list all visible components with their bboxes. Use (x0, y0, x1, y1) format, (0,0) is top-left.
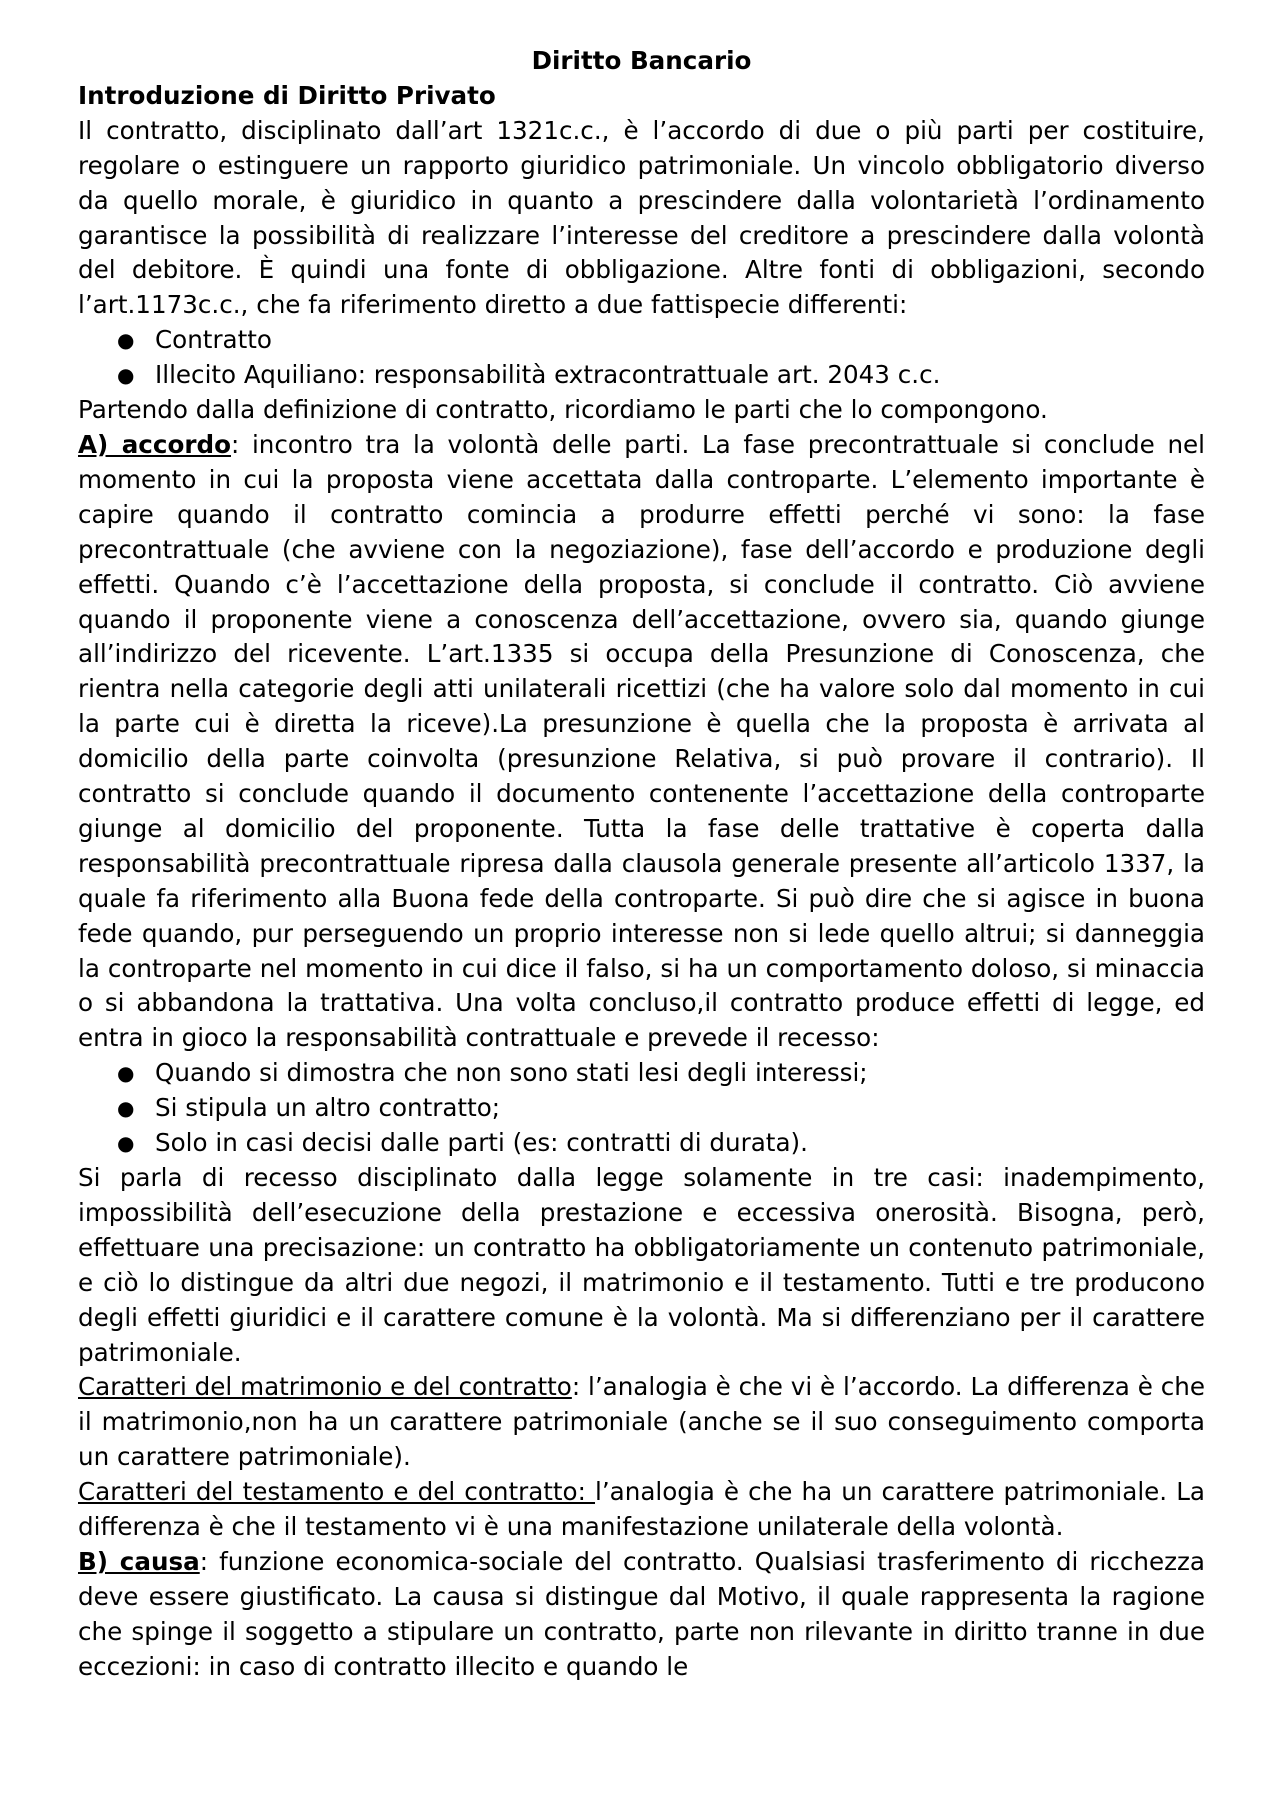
section-title: Introduzione di Diritto Privato (78, 80, 496, 110)
list-item (78, 1056, 1205, 1091)
paragraph-testamento (78, 1475, 1205, 1545)
list-fonti (78, 323, 1205, 393)
accordo-label: A) accordo (78, 429, 231, 459)
testamento-text: l’analogia è che ha un carattere patrimoniale. La differenza è che il testamento vi è una manifestazione unilaterale della volontà. (78, 1477, 1205, 1542)
list-item (78, 1091, 1205, 1126)
list-item (78, 1126, 1205, 1161)
document-page (78, 44, 1205, 1685)
paragraph-matrimonio (78, 1370, 1205, 1475)
bullet-icon: ● (117, 1096, 135, 1121)
matrimonio-label: Caratteri del matrimonio e del contratto (78, 1372, 572, 1402)
paragraph-causa (78, 1545, 1205, 1685)
list-recesso (78, 1056, 1205, 1161)
list-item (78, 358, 1205, 393)
testamento-label: Caratteri del testamento e del contratto: (78, 1477, 596, 1507)
list-item-text: Si stipula un altro contratto; (155, 1093, 501, 1123)
list-item-text: Illecito Aquiliano: responsabilità extracontrattuale art. 2043 c.c. (155, 360, 941, 390)
list-item-text: Contratto (155, 325, 272, 355)
matrimonio-text: : l’analogia è che vi è l’accordo. La differenza è che il matrimonio,non ha un carattere patrimoniale (anche se il suo conseguimento comporta un carattere patrimoniale). (78, 1372, 1205, 1472)
accordo-text: : incontro tra la volontà delle parti. La fase precontrattuale si conclude nel momento in cui la proposta viene accettata dalla controparte. L’elemento importante è capire quando il contratto comincia a produrre effetti perché vi sono: la fase precontrattuale (che avviene con la negoziazione), fase dell’accordo e produzione degli effetti. Quando c’è l’accettazione della proposta, si conclude il contratto. Ciò avviene quando il proponente viene a conoscenza dell’accettazione, ovvero sia, quando giunge all’indirizzo del ricevente. L’art.1335 si occupa della Presunzione di Conoscenza, che rientra nella categorie degli atti unilaterali ricettizi (che ha valore solo dal momento in cui la parte cui è diretta la riceve).La presunzione è quella che la proposta è arrivata al domicilio della parte coinvolta (presunzione Relativa, si può provare il contrario). Il contratto si conclude quando il documento contenente l’accettazione della controparte giunge al domicilio del proponente. Tutta la fase delle trattative è coperta dalla responsabilità precontrattuale ripresa dalla clausola generale presente all’articolo 1337, la quale fa riferimento alla Buona fede della controparte. Si può dire che si agisce in buona fede quando, pur perseguendo un proprio interesse non si lede quello altrui; si danneggia la controparte nel momento in cui dice il falso, si ha un comportamento doloso, si minaccia o si abbandona la trattativa. Una volta concluso,il contratto produce effetti di legge, ed entra in gioco la responsabilità contrattuale e prevede il recesso: (78, 429, 1205, 1053)
document-title: Diritto Bancario (531, 46, 752, 75)
bullet-icon: ● (117, 1131, 135, 1156)
list-item (78, 323, 1205, 358)
causa-text: : funzione economica-sociale del contratto. Qualsiasi trasferimento di ricchezza deve essere giustificato. La causa si distingue dal Motivo, il quale rappresenta la ragione che spinge il soggetto a stipulare un contratto, parte non rilevante in diritto tranne in due eccezioni: in caso di contratto illecito e quando le (78, 1546, 1205, 1681)
bullet-icon: ● (117, 328, 135, 353)
list-item-text: Solo in casi decisi dalle parti (es: contratti di durata). (155, 1128, 808, 1158)
bullet-icon: ● (117, 363, 135, 388)
paragraph-parti: Partendo dalla definizione di contratto, ricordiamo le parti che lo compongono. (78, 395, 1048, 425)
bullet-icon: ● (117, 1061, 135, 1086)
paragraph-recesso: Si parla di recesso disciplinato dalla legge solamente in tre casi: inadempimento, impossibilità dell’esecuzione della prestazione e eccessiva onerosità. Bisogna, però, effettuare una precisazione: un contratto ha obbligatoriamente un contenuto patrimoniale, e ciò lo distingue da altri due negozi, il matrimonio e il testamento. Tutti e tre producono degli effetti giuridici e il carattere comune è la volontà. Ma si differenziano per il carattere patrimoniale. (78, 1163, 1205, 1367)
paragraph-accordo (78, 428, 1205, 1056)
list-item-text: Quando si dimostra che non sono stati lesi degli interessi; (155, 1058, 868, 1088)
paragraph-contratto: Il contratto, disciplinato dall’art 1321c.c., è l’accordo di due o più parti per costituire, regolare o estinguere un rapporto giuridico patrimoniale. Un vincolo obbligatorio diverso da quello morale, è giuridico in quanto a prescindere dalla volontarietà l’ordinamento garantisce la possibilità di realizzare l’interesse del creditore a prescindere dalla volontà del debitore. È quindi una fonte di obbligazione. Altre fonti di obbligazioni, secondo l’art.1173c.c., che fa riferimento diretto a due fattispecie differenti: (78, 115, 1205, 320)
causa-label: B) causa (78, 1546, 200, 1576)
